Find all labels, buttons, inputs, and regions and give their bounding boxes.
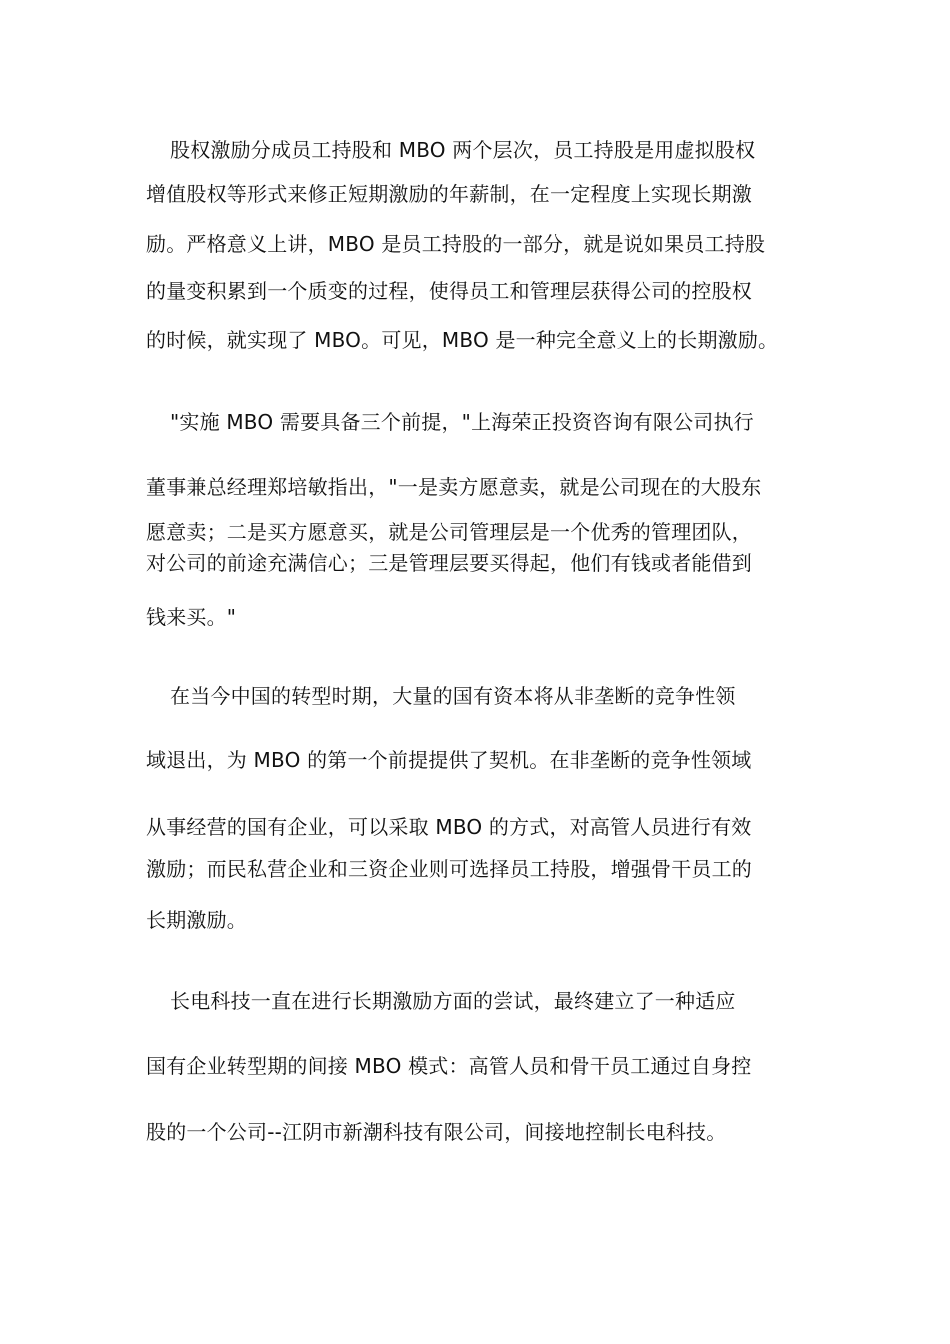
paragraph-3-line-3: 从事经营的国有企业，可以采取 MBO 的方式，对高管人员进行有效 bbox=[146, 815, 752, 839]
paragraph-3-line-4: 激励；而民私营企业和三资企业则可选择员工持股，增强骨干员工的 bbox=[146, 857, 752, 881]
paragraph-4-line-1: 长电科技一直在进行长期激励方面的尝试，最终建立了一种适应 bbox=[170, 989, 736, 1013]
paragraph-3-line-2: 域退出，为 MBO 的第一个前提提供了契机。在非垄断的竞争性领域 bbox=[146, 748, 752, 772]
paragraph-2-line-5: 钱来买。" bbox=[146, 605, 237, 629]
paragraph-3-line-5: 长期激励。 bbox=[146, 908, 247, 932]
paragraph-1-line-5: 的时候，就实现了 MBO。可见，MBO 是一种完全意义上的长期激励。 bbox=[146, 328, 779, 352]
paragraph-1-line-3: 励。严格意义上讲，MBO 是员工持股的一部分，就是说如果员工持股 bbox=[146, 232, 766, 256]
paragraph-2-line-3: 愿意卖；二是买方愿意买，就是公司管理层是一个优秀的管理团队， bbox=[146, 520, 752, 544]
paragraph-2-line-2: 董事兼总经理郑培敏指出，"一是卖方愿意卖，就是公司现在的大股东 bbox=[146, 475, 762, 499]
paragraph-2-line-4: 对公司的前途充满信心；三是管理层要买得起，他们有钱或者能借到 bbox=[146, 551, 752, 575]
paragraph-2-line-1: "实施 MBO 需要具备三个前提，"上海荣正投资咨询有限公司执行 bbox=[170, 410, 754, 434]
paragraph-3-line-1: 在当今中国的转型时期，大量的国有资本将从非垄断的竞争性领 bbox=[170, 684, 736, 708]
paragraph-1-line-2: 增值股权等形式来修正短期激励的年薪制，在一定程度上实现长期激 bbox=[146, 182, 752, 206]
paragraph-1-line-4: 的量变积累到一个质变的过程，使得员工和管理层获得公司的控股权 bbox=[146, 279, 752, 303]
paragraph-4-line-2: 国有企业转型期的间接 MBO 模式：高管人员和骨干员工通过自身控 bbox=[146, 1054, 752, 1078]
paragraph-1-line-1: 股权激励分成员工持股和 MBO 两个层次，员工持股是用虚拟股权 bbox=[170, 138, 756, 162]
paragraph-4-line-3: 股的一个公司--江阴市新潮科技有限公司，间接地控制长电科技。 bbox=[146, 1120, 727, 1144]
